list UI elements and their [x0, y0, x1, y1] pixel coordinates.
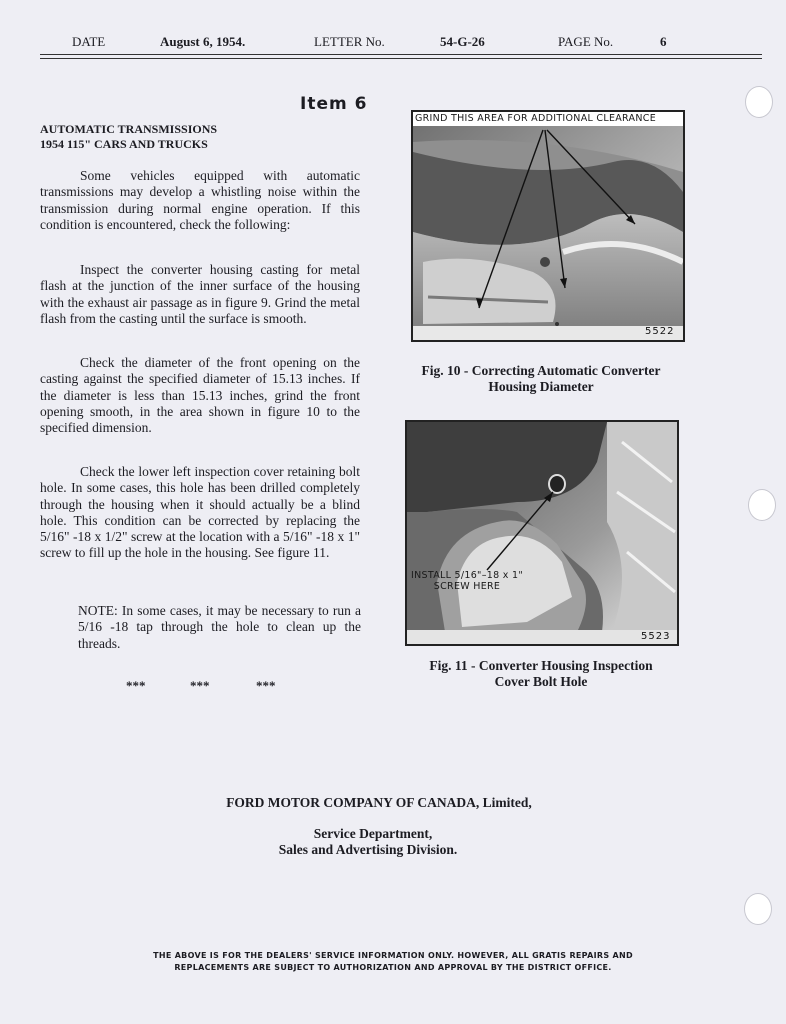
date-label: DATE [72, 34, 106, 49]
figure-11-caption-line-1: Fig. 11 - Converter Housing Inspection [429, 658, 653, 673]
figure-10-caption-line-1: Fig. 10 - Correcting Automatic Converter [421, 363, 661, 378]
figure-11-photo-label-line-1: INSTALL 5/16"–18 x 1" [411, 570, 524, 581]
figure-11-number: 5523 [641, 631, 671, 642]
footer-company: FORD MOTOR COMPANY OF CANADA, Limited, [226, 795, 532, 810]
figure-10-illustration [413, 112, 683, 340]
paragraph-2-text: Inspect the converter housing casting for metal flash at the junction of the inner surface of the housing with the exhaust air passage as in figure 9. Grind the metal flash from the casting until the surface is smooth. [40, 262, 360, 326]
letter-label: LETTER No. [314, 34, 385, 49]
letter-header [40, 34, 762, 54]
header-rule [40, 54, 762, 55]
figure-11-illustration [407, 422, 677, 644]
footer-department: Service Department, [313, 826, 433, 841]
letter-number: 54-G-26 [440, 34, 485, 49]
paragraph-2 [40, 262, 360, 327]
paragraph-1 [40, 168, 360, 233]
separator-stars-1: *** [126, 678, 146, 693]
item-title: Item 6 [300, 94, 368, 114]
figure-11-photo-label [411, 570, 523, 592]
figure-11-photo-label-line-2: SCREW HERE [433, 581, 501, 592]
figure-10-number: 5522 [645, 326, 675, 337]
subject-line-1: AUTOMATIC TRANSMISSIONS [40, 122, 218, 136]
disclaimer-line-2: REPLACEMENTS ARE SUBJECT TO AUTHORIZATION AND APPROVAL BY THE DISTRICT OFFICE. [174, 963, 612, 972]
dealer-disclaimer [80, 950, 706, 974]
subject-heading [40, 122, 217, 152]
page-label: PAGE No. [558, 34, 614, 49]
subject-line-2: 1954 115" CARS AND TRUCKS [40, 137, 208, 151]
paragraph-3-text: Check the diameter of the front opening on the casting against the specified diameter of 15.13 inches. If the diameter is less than 15.13 inches, grind the front opening smooth, in the area shown in figure 10 to the specified dimension. [40, 355, 360, 436]
paragraph-3 [40, 355, 360, 436]
separator-stars-2: *** [190, 678, 210, 693]
footer-division: Sales and Advertising Division. [278, 842, 458, 857]
figure-10-caption [386, 363, 696, 395]
paragraph-4 [40, 464, 360, 562]
figure-10-caption-line-2: Housing Diameter [488, 379, 594, 394]
figure-11-caption [376, 658, 706, 690]
header-rule-secondary [40, 58, 762, 59]
punch-hole-top [745, 86, 773, 118]
figure-10-photo-label: GRIND THIS AREA FOR ADDITIONAL CLEARANCE [415, 113, 657, 124]
disclaimer-line-1: THE ABOVE IS FOR THE DEALERS' SERVICE INFORMATION ONLY. HOWEVER, ALL GRATIS REPAIRS AND [153, 951, 633, 960]
note-paragraph: NOTE: In some cases, it may be necessary to run a 5/16 -18 tap through the hole to clean up the threads. [78, 603, 361, 651]
figure-11-caption-line-2: Cover Bolt Hole [494, 674, 588, 689]
punch-hole-middle [748, 489, 776, 521]
page-number: 6 [660, 34, 667, 49]
figure-11-photo [405, 420, 679, 646]
punch-hole-bottom [744, 893, 772, 925]
separator-stars-3: *** [256, 678, 276, 693]
figure-10-photo [411, 110, 685, 342]
date-value: August 6, 1954. [160, 34, 246, 49]
paragraph-4-text: Check the lower left inspection cover retaining bolt hole. In some cases, this hole has been drilled completely through the housing when it should actually be a blind hole. This condition can be corrected by replacing the 5/16" -18 x 1/2" screw at the location with a 5/16" -18 x 1" screw to fill up the hole in the housing. See figure 11. [40, 464, 360, 561]
paragraph-1-text: Some vehicles equipped with automatic transmissions may develop a whistling noise within the transmission during normal engine operation. If this condition is encountered, check the following: [40, 168, 360, 232]
